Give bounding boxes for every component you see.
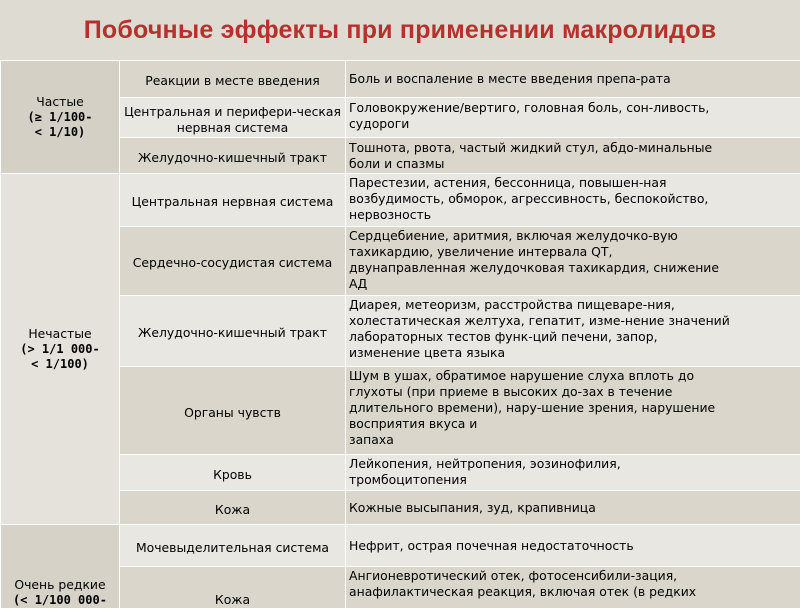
effects-cell <box>346 296 800 367</box>
system-cell: Желудочно-кишечный тракт <box>120 296 346 367</box>
frequency-range: (> 1/1 000- <box>4 342 116 357</box>
frequency-label: Очень редкие <box>4 577 116 593</box>
effects-line: Сердцебиение, аритмия, включая желудочко-вую <box>349 228 797 244</box>
system-cell: Органы чувств <box>120 367 346 455</box>
table-row <box>1 455 800 491</box>
effects-line: изменение цвета языка <box>349 345 797 361</box>
effects-line: запаха <box>349 432 797 448</box>
system-cell: Желудочно-кишечный тракт <box>120 138 346 174</box>
effects-line: глухоты (при приеме в высоких до-зах в течение <box>349 384 797 400</box>
page-title: Побочные эффекты при применении макролидов <box>0 16 800 45</box>
table-row <box>1 227 800 296</box>
table-row <box>1 525 800 567</box>
effects-line: Шум в ушах, обратимое нарушение слуха вплоть до <box>349 368 797 384</box>
effects-line: АД <box>349 276 797 292</box>
effects-line: Лейкопения, нейтропения, эозинофилия, <box>349 456 797 472</box>
system-cell: Кожа <box>120 491 346 525</box>
effects-cell <box>346 525 800 567</box>
effects-line: Тошнота, рвота, частый жидкий стул, абдо-минальные <box>349 140 797 156</box>
effects-cell <box>346 98 800 138</box>
effects-line: Парестезии, астения, бессонница, повышен-ная <box>349 175 797 191</box>
table-row <box>1 98 800 138</box>
side-effects-table <box>0 60 800 609</box>
table-row <box>1 61 800 98</box>
system-cell: Центральная нервная система <box>120 174 346 227</box>
table-row <box>1 491 800 525</box>
system-cell: Центральная и перифери-ческая нервная система <box>120 98 346 138</box>
frequency-range: < 1/10) <box>4 125 116 140</box>
frequency-cell <box>1 525 120 609</box>
effects-line: Головокружение/вертиго, головная боль, сон-ливость, <box>349 100 797 116</box>
effects-cell <box>346 567 800 609</box>
system-cell: Кожа <box>120 567 346 609</box>
effects-line: Кожные высыпания, зуд, крапивница <box>349 500 797 516</box>
effects-line: судороги <box>349 116 797 132</box>
frequency-range: < 1/100) <box>4 357 116 372</box>
effects-line: Ангионевротический отек, фотосенсибили-зация, <box>349 568 797 584</box>
effects-line: возбудимость, обморок, агрессивность, беспокойство, <box>349 191 797 207</box>
effects-cell <box>346 174 800 227</box>
effects-cell <box>346 367 800 455</box>
table-row <box>1 174 800 227</box>
effects-line: анафилактическая реакция, включая отек (в редких <box>349 584 797 600</box>
table-row <box>1 567 800 609</box>
table-row <box>1 138 800 174</box>
table-row <box>1 296 800 367</box>
effects-cell <box>346 227 800 296</box>
effects-cell <box>346 61 800 98</box>
effects-line: Нефрит, острая почечная недостаточность <box>349 538 797 554</box>
effects-line: Боль и воспаление в месте введения препа-рата <box>349 71 797 87</box>
effects-line: двунаправленная желудочковая тахикардия, снижение <box>349 260 797 276</box>
effects-line: тромбоцитопения <box>349 472 797 488</box>
system-cell: Мочевыделительная система <box>120 525 346 567</box>
effects-cell <box>346 491 800 525</box>
effects-line: тахикардию, увеличение интервала QT, <box>349 244 797 260</box>
frequency-label: Нечастые <box>4 326 116 342</box>
effects-cell <box>346 138 800 174</box>
effects-line: восприятия вкуса и <box>349 416 797 432</box>
effects-line: боли и спазмы <box>349 156 797 172</box>
system-cell: Реакции в месте введения <box>120 61 346 98</box>
system-cell: Кровь <box>120 455 346 491</box>
effects-line: нервозность <box>349 207 797 223</box>
effects-line: Диарея, метеоризм, расстройства пищеваре-ния, <box>349 297 797 313</box>
effects-cell <box>346 455 800 491</box>
frequency-range: (< 1/100 000- <box>4 593 116 608</box>
effects-line: лабораторных тестов функ-ций печени, запор, <box>349 329 797 345</box>
effects-line: длительного времени), нару-шение зрения, нарушение <box>349 400 797 416</box>
system-cell: Сердечно-сосудистая система <box>120 227 346 296</box>
effects-line: холестатическая желтуха, гепатит, изме-нение значений <box>349 313 797 329</box>
frequency-range: (≥ 1/100- <box>4 110 116 125</box>
table-row <box>1 367 800 455</box>
frequency-cell <box>1 174 120 525</box>
frequency-label: Частые <box>4 94 116 110</box>
frequency-cell <box>1 61 120 174</box>
